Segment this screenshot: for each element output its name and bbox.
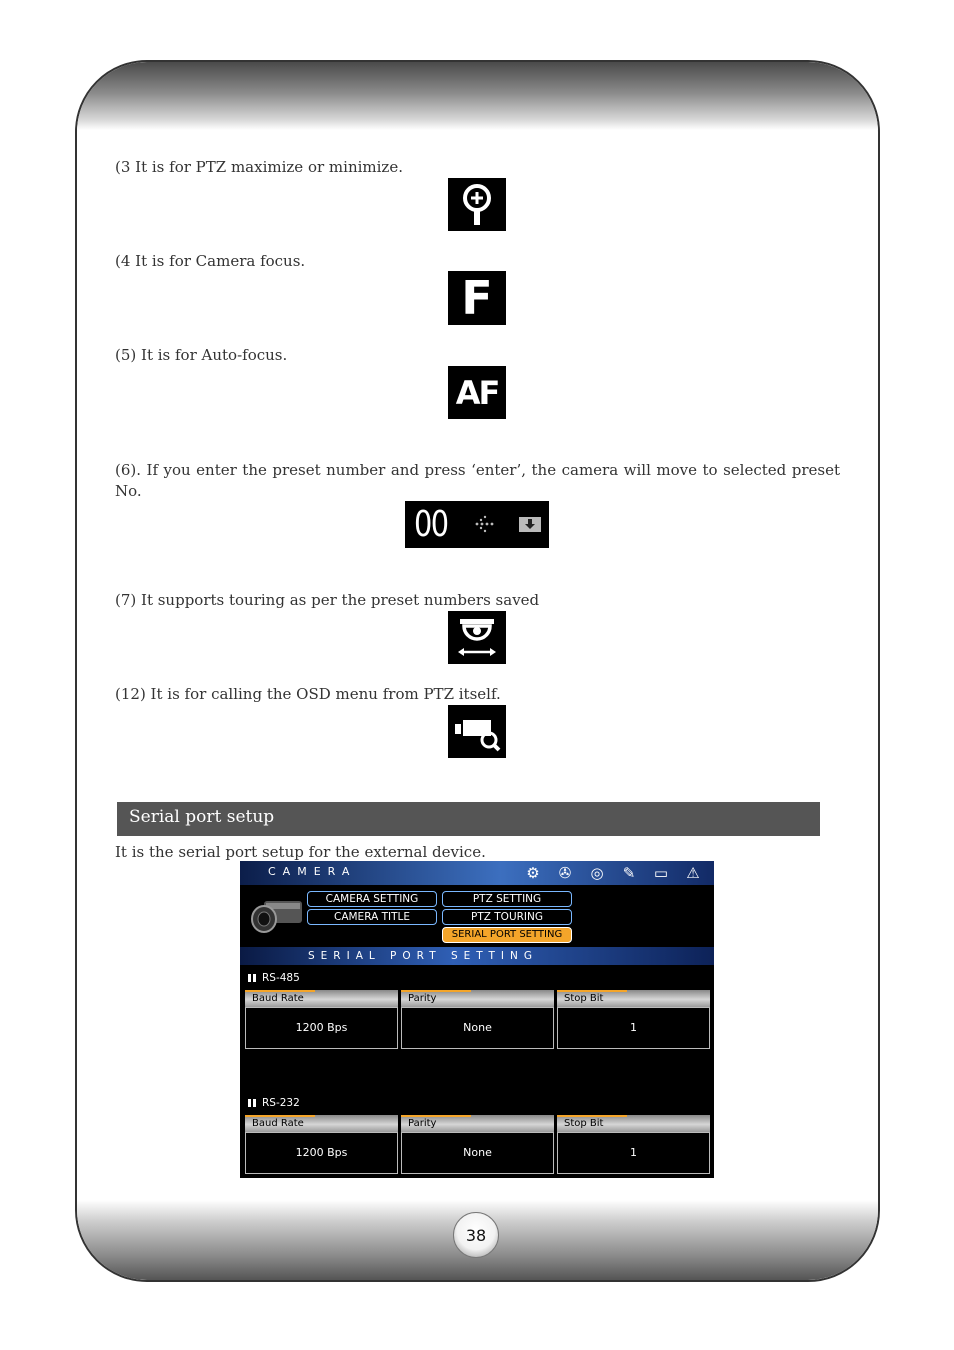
tour-icon	[448, 611, 506, 664]
page-number: 38	[453, 1212, 499, 1258]
section-title: Serial port setup	[129, 807, 275, 827]
arrow-left-icon	[473, 514, 497, 534]
enter-icon[interactable]	[518, 515, 542, 533]
item-text: (5) It is for Auto-focus.	[115, 346, 288, 364]
film-reel-icon[interactable]: ✇	[558, 864, 572, 882]
zoom-icon	[448, 178, 506, 231]
auto-focus-glyph: AF	[455, 373, 499, 412]
field-label: Stop Bit	[557, 1115, 710, 1132]
field-label: Stop Bit	[557, 990, 710, 1007]
grid-icon	[248, 974, 257, 982]
globe-icon[interactable]: ◎	[590, 864, 604, 882]
monitor-icon[interactable]: ▭	[653, 864, 669, 882]
item-text: (3 It is for PTZ maximize or minimize.	[115, 158, 403, 176]
grid-icon	[248, 1099, 257, 1107]
rs485-group-label: RS-485	[248, 972, 300, 984]
section-description: It is the serial port setup for the external device.	[115, 843, 486, 861]
item-text: (4 It is for Camera focus.	[115, 252, 306, 270]
item-text: (12) It is for calling the OSD menu from PTZ itself.	[115, 685, 501, 703]
field-value[interactable]: 1	[557, 1007, 710, 1049]
osd-camera-icon	[448, 705, 506, 758]
field-value[interactable]: None	[401, 1007, 554, 1049]
field-label: Baud Rate	[245, 1115, 398, 1132]
preset-input-widget[interactable]	[405, 501, 549, 548]
rs232-group-label: RS-232	[248, 1097, 300, 1109]
item-text: (6). If you enter the preset number and press ‘enter’, the camera will move to selected preset No.	[115, 461, 840, 500]
ptz-touring-button[interactable]: PTZ TOURING	[442, 909, 572, 925]
field-value[interactable]: 1	[557, 1132, 710, 1174]
camera-image	[250, 893, 306, 939]
preset-number[interactable]: 00	[414, 503, 448, 545]
gear-icon[interactable]: ⚙	[526, 864, 540, 882]
ui-title-bar	[240, 861, 714, 885]
camera-title-button[interactable]: CAMERA TITLE	[307, 909, 437, 925]
focus-icon	[448, 271, 506, 325]
auto-focus-icon	[448, 366, 506, 419]
item-text: (7) It supports touring as per the preset numbers saved	[115, 591, 540, 609]
serial-port-setting-button[interactable]: SERIAL PORT SETTING	[442, 927, 572, 943]
field-value[interactable]: None	[401, 1132, 554, 1174]
section-header	[115, 802, 820, 836]
field-label: Parity	[401, 990, 554, 1007]
alarm-icon[interactable]: ⚠	[686, 864, 700, 882]
pen-icon[interactable]: ✎	[622, 864, 636, 882]
ui-subheader-title: SERIAL PORT SETTING	[308, 950, 538, 962]
field-label: Parity	[401, 1115, 554, 1132]
ui-subheader	[240, 947, 714, 965]
serial-port-settings-screen	[240, 861, 714, 1178]
focus-glyph: F	[461, 271, 493, 325]
field-value[interactable]: 1200 Bps	[245, 1132, 398, 1174]
camera-setting-button[interactable]: CAMERA SETTING	[307, 891, 437, 907]
field-label: Baud Rate	[245, 990, 398, 1007]
header-band	[77, 62, 878, 130]
ui-title: CAMERA	[268, 865, 357, 878]
ptz-setting-button[interactable]: PTZ SETTING	[442, 891, 572, 907]
field-value[interactable]: 1200 Bps	[245, 1007, 398, 1049]
